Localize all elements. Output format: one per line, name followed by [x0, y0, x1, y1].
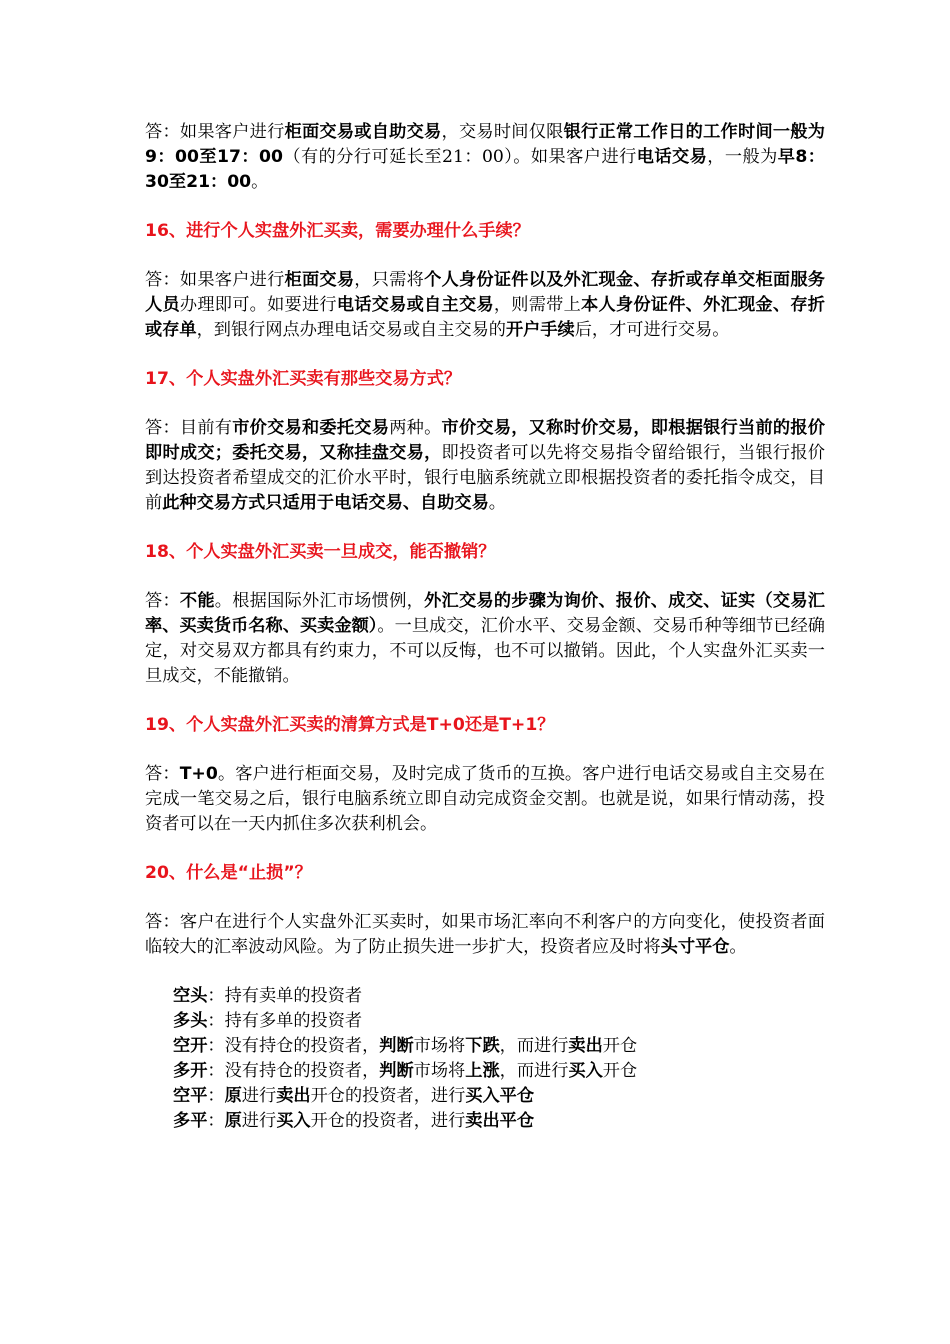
answer-paragraph — [145, 120, 825, 195]
bold-text: 多平 — [173, 1111, 208, 1131]
text-run: ：没有持仓的投资者， — [207, 1036, 380, 1056]
text-run: 。 — [251, 172, 269, 192]
bold-text: 个人身份证件以及外汇现金、存折或存单交柜面服务人员 — [145, 270, 825, 315]
bold-text: 银行正常工作日的工作时间一般为9：00至17：00 — [145, 122, 825, 167]
bold-text: 不能 — [179, 591, 215, 611]
answer-paragraph — [145, 762, 825, 837]
text-run: 答：如果客户进行 — [145, 122, 285, 142]
text-run: （有的分行可延长至21：00）。如果客户进行 — [282, 147, 637, 167]
question-heading: 17、个人实盘外汇买卖有那些交易方式？ — [145, 369, 462, 389]
text-run: ： — [207, 1086, 225, 1106]
text-run: 。根据国际外汇市场惯例， — [214, 591, 425, 611]
text-run: 开仓的投资者，进行 — [310, 1111, 466, 1131]
bold-text: 原 — [224, 1086, 242, 1106]
text-run: 市场将 — [413, 1036, 466, 1056]
answer-paragraph — [145, 589, 825, 689]
text-run: ：持有多单的投资者 — [207, 1011, 363, 1031]
bold-text: 外汇交易的步骤为询价、报价、成交、证实（交易汇率、买卖货币名称、买卖金额） — [145, 591, 825, 636]
definition-item — [173, 1059, 825, 1084]
text-run: 后，才可进行交易。 — [574, 320, 730, 340]
bold-text: 空头 — [173, 986, 208, 1006]
bold-text: 柜面交易或自助交易 — [284, 122, 442, 142]
bold-text: T+0 — [179, 764, 218, 784]
text-run: 。一旦成交，汇价水平、交易金额、交易币种等细节已经确定，对交易双方都具有约束力，不可以反悔，也不可以撤销。因此，个人实盘外汇买卖一旦成交，不能撤销。 — [145, 616, 825, 686]
document-page — [145, 120, 825, 1134]
bold-text: 原 — [224, 1111, 242, 1131]
text-run: 市场将 — [413, 1061, 466, 1081]
document-body — [145, 120, 825, 960]
text-run: 办理即可。如要进行 — [179, 295, 337, 315]
question-heading: 20、什么是“止损”？ — [145, 863, 312, 883]
bold-text: 多头 — [173, 1011, 208, 1031]
text-run: 答：目前有 — [145, 418, 233, 438]
text-run: ，到银行网点办理电话交易或自主交易的 — [196, 320, 506, 340]
bold-text: 多开 — [173, 1061, 208, 1081]
answer-paragraph — [145, 910, 825, 960]
text-run: 答： — [145, 591, 180, 611]
text-run: ：持有卖单的投资者 — [207, 986, 363, 1006]
bold-text: 判断 — [379, 1036, 414, 1056]
bold-text: 卖出平仓 — [465, 1111, 535, 1131]
text-run: ，则需带上 — [493, 295, 582, 315]
text-run: 进行 — [241, 1086, 277, 1106]
question-heading: 16、进行个人实盘外汇买卖，需要办理什么手续？ — [145, 221, 530, 241]
bold-text: 卖出 — [276, 1086, 311, 1106]
text-run: ，而进行 — [499, 1036, 569, 1056]
bold-text: 买入 — [276, 1111, 311, 1131]
text-run: 开仓 — [602, 1036, 638, 1056]
text-run: 答：客户在进行个人实盘外汇买卖时，如果市场汇率向不利客户的方向变化，使投资者面临较大的汇率波动风险。为了防止损失进一步扩大，投资者应及时将 — [145, 912, 825, 957]
bold-text: 市价交易，又称时价交易，即根据银行当前的报价即时成交；委托交易，又称挂盘交易， — [145, 418, 825, 463]
bold-text: 此种交易方式只适用于电话交易、自助交易 — [162, 493, 489, 513]
text-run: ： — [207, 1111, 225, 1131]
bold-text: 本人身份证件、外汇现金、存折或存单 — [145, 295, 825, 340]
bold-text: 买入 — [568, 1061, 603, 1081]
bold-text: 早8：30至21：00 — [145, 147, 825, 192]
text-run: 答： — [145, 764, 180, 784]
bold-text: 开户手续 — [505, 320, 575, 340]
bold-text: 上涨 — [465, 1061, 500, 1081]
text-run: ，一般为 — [707, 147, 778, 167]
text-run: 进行 — [241, 1111, 277, 1131]
text-run: 即投资者可以先将交易指令留给银行，当银行报价到达投资者希望成交的汇价水平时，银行电脑系统就立即根据投资者的委托指令成交，目前 — [145, 443, 825, 513]
text-run: ：没有持仓的投资者， — [207, 1061, 380, 1081]
bold-text: 空开 — [173, 1036, 208, 1056]
definition-list — [145, 984, 825, 1134]
bold-text: 电话交易或自主交易 — [336, 295, 494, 315]
text-run: 答：如果客户进行 — [145, 270, 285, 290]
text-run: 。 — [488, 493, 506, 513]
question-heading: 19、个人实盘外汇买卖的清算方式是T+0还是T+1？ — [145, 715, 555, 735]
bold-text: 下跌 — [465, 1036, 500, 1056]
definition-item — [173, 1034, 825, 1059]
bold-text: 买入平仓 — [465, 1086, 535, 1106]
text-run: ，而进行 — [499, 1061, 569, 1081]
definition-item — [173, 984, 825, 1009]
text-run: 开仓 — [602, 1061, 638, 1081]
definition-item — [173, 1109, 825, 1134]
answer-paragraph — [145, 268, 825, 343]
bold-text: 判断 — [379, 1061, 414, 1081]
bold-text: 空平 — [173, 1086, 208, 1106]
bold-text: 头寸平仓 — [660, 937, 730, 957]
bold-text: 柜面交易 — [284, 270, 355, 290]
text-run: 开仓的投资者，进行 — [310, 1086, 466, 1106]
bold-text: 市价交易和委托交易 — [232, 418, 390, 438]
definition-item — [173, 1084, 825, 1109]
text-run: ，交易时间仅限 — [441, 122, 564, 142]
text-run: 。 — [729, 937, 747, 957]
text-run: ，只需将 — [354, 270, 425, 290]
bold-text: 电话交易 — [636, 147, 708, 167]
text-run: 。客户进行柜面交易，及时完成了货币的互换。客户进行电话交易或自主交易在完成一笔交易之后，银行电脑系统立即自动完成资金交割。也就是说，如果行情动荡，投资者可以在一天内抓住多次获利机会。 — [145, 764, 825, 834]
answer-paragraph — [145, 416, 825, 516]
text-run: 两种。 — [389, 418, 442, 438]
bold-text: 卖出 — [568, 1036, 603, 1056]
question-heading: 18、个人实盘外汇买卖一旦成交，能否撤销？ — [145, 542, 496, 562]
definition-item — [173, 1009, 825, 1034]
